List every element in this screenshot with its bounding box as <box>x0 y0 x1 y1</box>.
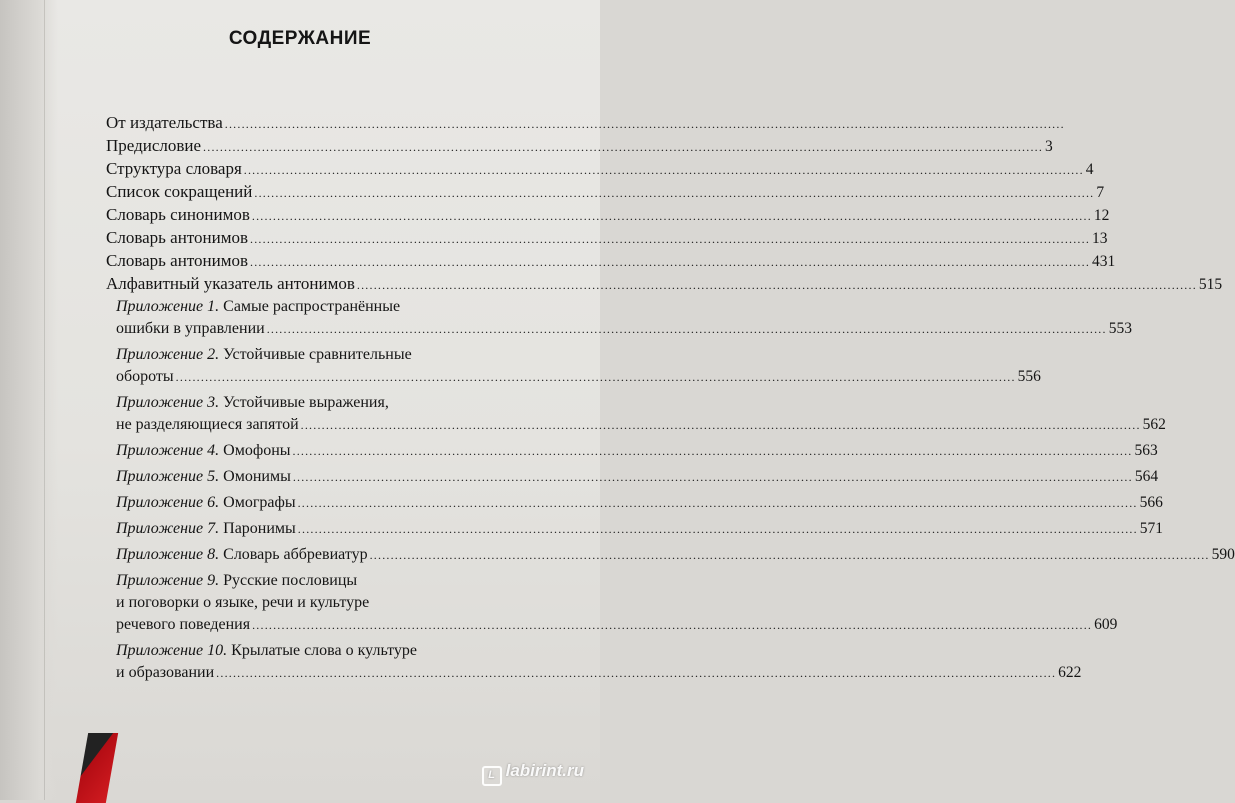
toc-appendix-number: Приложение 4. <box>116 442 220 459</box>
toc-entry-page: 566 <box>1139 494 1163 511</box>
toc-entry-title: Словарь антонимов <box>106 251 249 270</box>
labirint-logo-icon: L <box>482 766 502 786</box>
toc-entry-title: Словарь антонимов <box>106 228 249 247</box>
toc-appendix-text: ошибки в управлении <box>116 320 265 337</box>
toc-leader-dots: ........................................................................................................................................................................................................ <box>254 186 1095 200</box>
toc-leader-dots: ........................................................................................................................................................................................................ <box>300 418 1141 432</box>
toc-entry-page: 7 <box>1096 184 1105 201</box>
toc-appendix <box>106 544 1235 566</box>
toc-appendix-last-line <box>106 518 1164 540</box>
toc-entry-page: 609 <box>1094 616 1118 633</box>
toc-appendix-title <box>106 518 296 540</box>
toc-appendix-last-line <box>106 414 1166 436</box>
toc-appendix <box>106 440 1158 462</box>
toc-appendix-text: Омофоны <box>223 442 291 459</box>
toc-entry-page: 13 <box>1092 230 1108 247</box>
toc-appendix <box>106 344 1041 388</box>
toc-appendix-title <box>106 614 250 636</box>
toc-appendix-text: Самые распространённые <box>223 298 401 315</box>
toc-entry-page: 515 <box>1198 276 1223 293</box>
toc-entry-title: Алфавитный указатель антонимов <box>106 274 355 293</box>
toc-appendix-last-line <box>106 614 1118 636</box>
toc-appendix-entries <box>106 296 1235 684</box>
page-fold-line <box>44 0 45 800</box>
toc-appendix-text: Русские пословицы <box>223 572 358 589</box>
toc-appendix-text: Омографы <box>223 494 296 511</box>
toc-entry <box>106 204 1110 227</box>
toc-leader-dots: ........................................................................................................................................................................................................ <box>203 140 1044 154</box>
toc-entry-page: 3 <box>1045 138 1053 155</box>
toc-appendix-title <box>106 366 174 388</box>
toc-appendix-number: Приложение 5. <box>116 468 220 485</box>
toc-appendix-text: и образовании <box>116 664 215 681</box>
toc-entry-page: 564 <box>1134 468 1159 485</box>
toc-appendix-line <box>106 592 526 614</box>
toc-leader-dots: ........................................................................................................................................................................................................ <box>297 496 1138 510</box>
toc-appendix-text: Омонимы <box>223 468 291 485</box>
toc-appendix-number: Приложение 7. <box>116 520 220 537</box>
toc-entry-title: От издательства <box>106 113 223 132</box>
toc-leader-dots: ........................................................................................................................................................................................................ <box>292 470 1133 484</box>
toc-entry-title: Список сокращений <box>106 182 253 201</box>
toc-leader-dots: ........................................................................................................................................................................................................ <box>369 548 1210 562</box>
toc-leader-dots: ........................................................................................................................................................................................................ <box>243 163 1084 177</box>
toc-leader-dots: ........................................................................................................................................................................................................ <box>216 666 1057 680</box>
toc-appendix-title <box>106 492 296 514</box>
toc-appendix-last-line <box>106 318 1132 340</box>
toc-entry-page: 4 <box>1085 161 1094 178</box>
toc-entry <box>106 181 1105 204</box>
toc-appendix-number: Приложение 9. <box>116 572 220 589</box>
toc-appendix-last-line <box>106 440 1158 462</box>
toc-entry <box>106 250 1116 273</box>
toc-entry <box>106 273 1223 296</box>
toc-appendix <box>106 570 1118 636</box>
toc-leader-dots: ........................................................................................................................................................................................................ <box>297 522 1138 536</box>
page-fold-shadow <box>0 0 58 800</box>
toc-appendix-last-line <box>106 662 1082 684</box>
toc-entry <box>106 158 1094 181</box>
toc-appendix-title <box>106 570 357 592</box>
toc-appendix-line <box>106 296 526 318</box>
toc-appendix-title <box>106 662 214 684</box>
toc-appendix-last-line <box>106 466 1159 488</box>
toc-leader-dots: ........................................................................................................................................................................................................ <box>250 255 1091 269</box>
toc-appendix-title <box>106 392 389 414</box>
toc-appendix-text: Паронимы <box>223 520 296 537</box>
toc-entry-page: 590 <box>1211 546 1235 563</box>
table-of-contents <box>106 112 1235 688</box>
toc-appendix-text: Словарь аббревиатур <box>223 546 368 563</box>
toc-appendix-number: Приложение 2. <box>116 346 220 363</box>
toc-entry-page: 12 <box>1093 207 1110 224</box>
toc-entry-title: Структура словаря <box>106 159 242 178</box>
page-title: СОДЕРЖАНИЕ <box>228 28 372 49</box>
toc-appendix <box>106 392 1166 436</box>
toc-appendix <box>106 466 1159 488</box>
toc-appendix-text: и поговорки о языке, речи и культуре <box>116 594 370 611</box>
bookmark-ribbon <box>76 733 118 803</box>
toc-entry-page: 553 <box>1108 320 1132 337</box>
toc-appendix-title <box>106 592 369 614</box>
toc-entry-page: 622 <box>1058 664 1082 681</box>
toc-appendix-title <box>106 466 291 488</box>
toc-entry <box>106 112 1065 135</box>
toc-entry-page: 431 <box>1092 253 1116 270</box>
toc-entry-title: Предисловие <box>106 136 202 155</box>
toc-appendix-text: речевого поведения <box>116 616 251 633</box>
toc-appendix-title <box>106 544 368 566</box>
toc-appendix-title <box>106 440 291 462</box>
toc-appendix-title <box>106 414 299 436</box>
toc-appendix-text: Устойчивые выражения, <box>223 394 389 411</box>
toc-appendix-title <box>106 318 265 340</box>
toc-entry-page: 562 <box>1142 416 1166 433</box>
toc-appendix-number: Приложение 6. <box>116 494 220 511</box>
toc-appendix-line <box>106 570 526 592</box>
toc-leader-dots: ........................................................................................................................................................................................................ <box>292 444 1133 458</box>
toc-appendix-line <box>106 392 526 414</box>
toc-appendix-text: не разделяющиеся запятой <box>116 416 299 433</box>
toc-appendix-last-line <box>106 366 1041 388</box>
toc-appendix-last-line <box>106 492 1163 514</box>
toc-appendix-line <box>106 640 526 662</box>
toc-entry-title: Словарь синонимов <box>106 205 250 224</box>
toc-main-entries <box>106 112 1223 296</box>
toc-appendix-number: Приложение 1. <box>116 298 220 315</box>
toc-entry <box>106 135 1053 158</box>
toc-appendix-text: Устойчивые сравнительные <box>223 346 412 363</box>
toc-entry-page: 563 <box>1134 442 1158 459</box>
toc-entry <box>106 227 1108 250</box>
toc-appendix-last-line <box>106 544 1235 566</box>
toc-leader-dots: ........................................................................................................................................................................................................ <box>224 117 1065 131</box>
toc-appendix <box>106 492 1163 514</box>
watermark-text: labirint.ru <box>505 761 584 780</box>
toc-leader-dots: ........................................................................................................................................................................................................ <box>251 209 1092 223</box>
toc-entry-page: 556 <box>1017 368 1041 385</box>
toc-appendix-number: Приложение 8. <box>116 546 220 563</box>
toc-leader-dots: ........................................................................................................................................................................................................ <box>250 232 1091 246</box>
toc-appendix <box>106 518 1164 540</box>
toc-leader-dots: ........................................................................................................................................................................................................ <box>175 370 1016 384</box>
toc-appendix-title <box>106 296 400 318</box>
toc-appendix-number: Приложение 3. <box>116 394 220 411</box>
watermark <box>482 761 584 786</box>
toc-appendix-text: Крылатые слова о культуре <box>231 642 418 659</box>
toc-appendix <box>106 640 1082 684</box>
toc-leader-dots: ........................................................................................................................................................................................................ <box>252 618 1093 632</box>
toc-appendix-text: обороты <box>116 368 174 385</box>
toc-leader-dots: ........................................................................................................................................................................................................ <box>356 278 1197 292</box>
toc-leader-dots: ........................................................................................................................................................................................................ <box>266 322 1107 336</box>
toc-appendix-title <box>106 640 417 662</box>
toc-appendix-number: Приложение 10. <box>116 642 228 659</box>
toc-appendix-line <box>106 344 526 366</box>
toc-entry-page: 571 <box>1139 520 1164 537</box>
toc-appendix-title <box>106 344 412 366</box>
toc-appendix <box>106 296 1132 340</box>
